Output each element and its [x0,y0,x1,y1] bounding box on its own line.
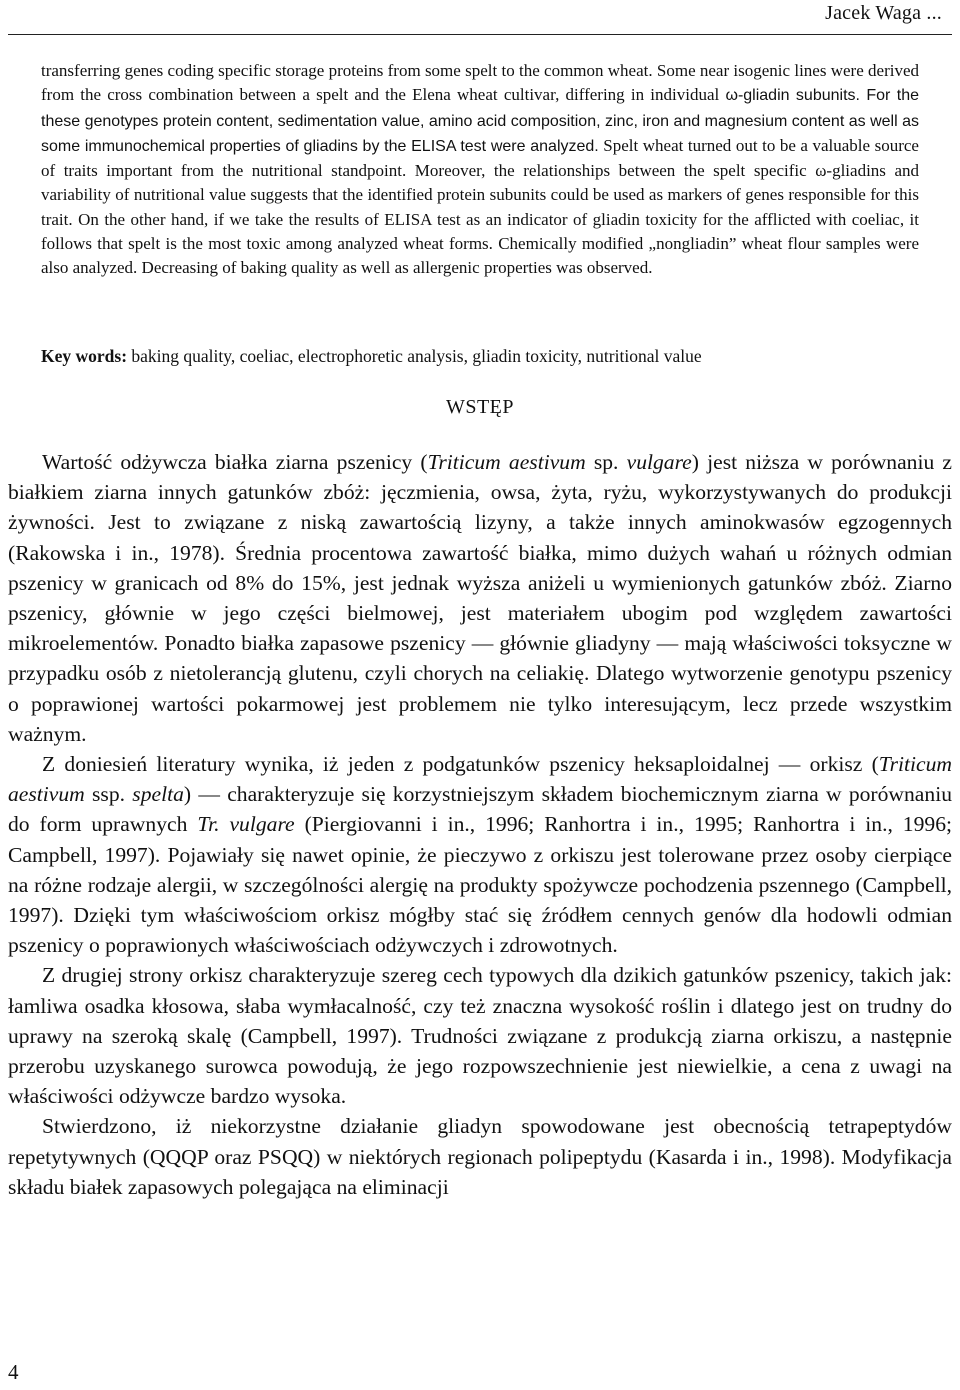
p2-text-g: (Piergiovanni i in., 1996; Ranhortra i in., 1995; Ranhortra i in., 1996; Campbell, 1997). Pojawiały się nawet opinie, że pieczywo z orkiszu jest tolerowane przez osoby cierpiące na różne rodzaje alergii, w szczególności alergię na produkty spożywcze pochodzenia pszennego (Campbell, 1997). Dzięki tym właściwościom orkisz mógłby stać się źródłem cennych genów dla hodowli odmian pszenicy o poprawionych właściwościach odżywczych i zdrowotnych. [8,812,952,958]
p2-subspecies-italic: spelta [132,782,184,807]
abstract-text-part-1: transferring genes coding specific storage proteins from some spelt to the common wheat. Some near isogenic lines were derived from the cross combination between a spelt and the Elena wheat cultivar, differing in individual [41,61,919,105]
p2-text-a: Z doniesień literatury wynika, iż jeden z podgatunków pszenicy heksaploidalnej — orkisz ( [42,752,879,777]
abstract-text-part-2: ω-gliadin subunits. For the these genotypes protein content, sedimentation value, amino acid composition, zinc, iron and magnesium content as well as some immunochemical properties of gliadins by the ELISA test were analyzed. [41,87,919,155]
section-heading: WSTĘP [445,396,515,418]
running-head: Jacek Waga ... [825,2,942,24]
p1-text-a: Wartość odżywcza białka ziarna pszenicy ( [42,450,428,474]
body-text [8,447,952,1202]
paragraph-3: Z drugiej strony orkisz charakteryzuje szereg cech typowych dla dzikich gatunków pszenicy, takich jak: łamliwa osadka kłosowa, słaba wymłacalność, czy też znaczna wysokość roślin i dlatego jest on trudny do uprawy na szeroką skalę (Campbell, 1997). Trudności związane z produkcją ziarna orkiszu, a następnie przerobu uzyskanego surowca powodują, że jego rozpowszechnienie jest niewielkie, a cena z uwagi na właściwości odżywcze bardzo wysoka. [8,963,952,1109]
p2-text-e: ) — charakteryzuje się korzystniejszym składem biochemicznym ziarna w porównaniu do form uprawnych [8,782,952,837]
p1-variety-italic: vulgare [626,450,692,474]
header-rule [8,34,952,35]
paragraph-1 [8,447,952,749]
p1-species-italic: Triticum aestivum [427,450,586,474]
p2-text-c: ssp. [84,782,133,807]
p1-text-c: sp. [585,450,627,474]
paragraph-4: Stwierdzono, iż niekorzystne działanie gliadyn spowodowane jest obecnością tetrapeptydów repetytywnych (QQQP oraz PSQQ) w niektórych regionach polipeptydu (Kasarda i in., 1998). Modyfikacja składu białek zapasowych polegająca na eliminacji [8,1114,952,1199]
paragraph-2 [8,749,952,960]
keywords [41,344,921,368]
abstract-text-part-3: Spelt wheat turned out to be a valuable source of traits important from the nutritional standpoint. Moreover, the relationships between the spelt specific ω-gliadins and variability of nutritional value suggests that the identified protein subunits could be used as markers of genes responsible for this trait. On the other hand, if we take the results of ELISA test as an indicator of gliadin toxicity for the afflicted with coeliac, it follows that spelt is the most toxic among analyzed wheat forms. Chemically modified „nongliadin” wheat flour samples were also analyzed. Decreasing of baking quality as well as allergenic properties was observed. [41,135,919,278]
page-number: 4 [8,1360,19,1384]
p2-vulgare-italic: Tr. vulgare [197,812,295,837]
p1-text-e: ) jest niższa w porównaniu z białkiem ziarna innych gatunków zbóż: jęczmienia, owsa, żyta, ryżu, wykorzystywanych do produkcji żywności. Jest to związane z niską zawartością lizyny, a także innych aminokwasów egzogennych (Rakowska i in., 1978). Średnia procentowa zawartość białka, mimo dużych wahań u różnych odmian pszenicy w granicach od 8% do 15%, jest jednak wyższa aniżeli u wymienionych gatunków zbóż. Ziarno pszenicy, głównie w jego części bielmowej, jest materiałem ubogim pod względem zawartości mikroelementów. Ponadto białka zapasowe pszenicy — głównie gliadyny — mają właściwości toksyczne w przypadku osób z nietolerancją glutenu, czyli chorych na celiakię. Dlatego wytworzenie genotypu pszenicy o poprawionej wartości pokarmowej jest problemem nie tylko interesującym, lecz przede wszystkim ważnym. [8,450,953,746]
abstract [41,59,919,281]
keywords-label: Key words: [41,346,128,366]
keywords-text: baking quality, coeliac, electrophoretic analysis, gliadin toxicity, nutritional value [127,346,702,366]
p2-species-italic: Triticum aestivum [8,752,952,807]
